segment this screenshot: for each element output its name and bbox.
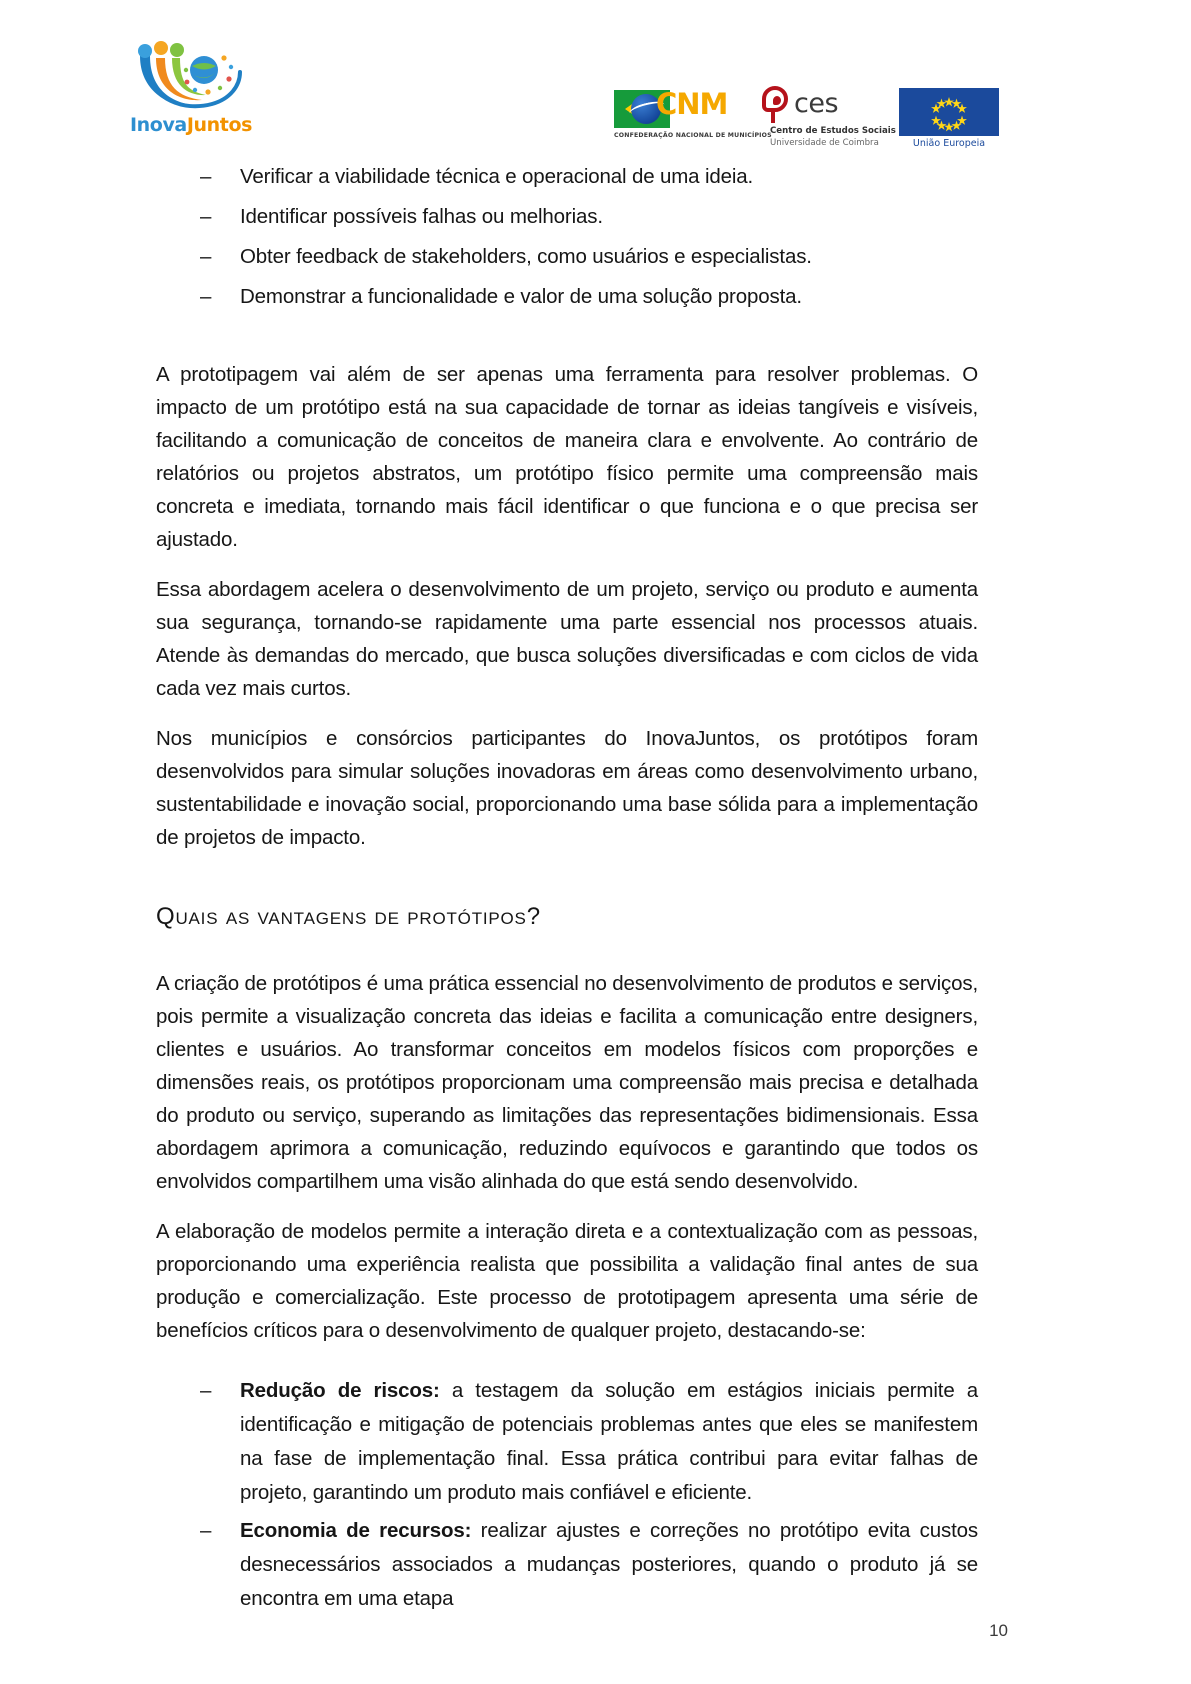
objectives-list: [156, 160, 978, 314]
dash-marker-icon: –: [200, 1379, 212, 1402]
list-item: [156, 240, 978, 274]
benefit-text: a testagem da solução em estágios iniciais permite a identificação e mitigação de potenciais problemas antes que eles se manifestem na fase de implementação final. Essa prática contribui para evitar falhas de projeto, garantindo um produto mais confiável e eficiente.: [240, 1379, 978, 1504]
benefits-list: [156, 1374, 978, 1616]
list-item-text: Demonstrar a funcionalidade e valor de uma solução proposta.: [240, 285, 802, 308]
benefit-text: realizar ajustes e correções no protótipo evita custos desnecessários associados a mudanças posteriores, quando o produto já se encontra em uma etapa: [240, 1519, 978, 1610]
dash-marker-icon: –: [200, 285, 212, 308]
cnm-subtitle: CONFEDERAÇÃO NACIONAL DE MUNICÍPIOS: [614, 132, 772, 139]
list-item: [156, 1514, 978, 1616]
spacer: [156, 320, 978, 358]
page-header: [0, 34, 1191, 149]
page-title: Quais as vantagens de protótipos?: [156, 903, 541, 930]
eu-caption: União Europeia: [912, 138, 986, 149]
cnm-logo: [614, 87, 772, 150]
cnm-acronym: CNM: [656, 87, 728, 121]
paragraph-elaboracao-modelos: A elaboração de modelos permite a interação direta e a contextualização com as pessoas, proporcionando uma experiência realista que possibilita a validação final antes de sua produção e comercialização. Este processo de prototipagem apresenta uma série de benefícios críticos para o desenvolvimento de qualquer projeto, destacando-se:: [156, 1220, 978, 1342]
list-item-text: Verificar a viabilidade técnica e operacional de uma ideia.: [240, 165, 754, 188]
inovajuntos-logo: [128, 34, 253, 144]
inovajuntos-logo-mark: [134, 34, 244, 112]
paragraph-criacao-prototipos: A criação de protótipos é uma prática essencial no desenvolvimento de produtos e serviços, pois permite a visualização concreta das ideias e facilita a comunicação entre designers, clientes e usuários. Ao transformar conceitos em modelos físicos com proporções e dimensões reais, os protótipos proporcionam uma compreensão mais precisa e detalhada do produto ou serviço, superando as limitações das representações bidimensionais. Essa abordagem aprimora a comunicação, reduzindo equívocos e garantindo que todos os envolvidos compartilhem uma visão alinhada do que está sendo desenvolvido.: [156, 972, 978, 1193]
dash-marker-icon: –: [200, 165, 212, 188]
dash-marker-icon: –: [200, 245, 212, 268]
list-item-text: Identificar possíveis falhas ou melhorias.: [240, 205, 603, 228]
ces-line2: Universidade de Coimbra: [770, 138, 879, 148]
spacer: [156, 1364, 978, 1374]
european-union-logo: [899, 88, 999, 154]
dash-marker-icon: –: [200, 205, 212, 228]
document-content: [156, 160, 978, 1620]
eu-flag-icon: [899, 88, 999, 136]
spacer: [156, 871, 978, 901]
benefit-lead: Economia de recursos:: [240, 1519, 472, 1542]
paragraph-municipios-consorcios: Nos municípios e consórcios participantes do InovaJuntos, os protótipos foram desenvolvidos para simular soluções inovadoras em áreas como desenvolvimento urbano, sustentabilidade e inovação social, proporcionando uma base sólida para a implementação de projetos de impacto.: [156, 727, 978, 849]
inovajuntos-wordmark-inova: Inova: [130, 114, 187, 136]
spacer: [156, 933, 978, 967]
ces-drop-icon: [762, 86, 792, 124]
dash-marker-icon: –: [200, 1519, 212, 1542]
list-item: [156, 160, 978, 194]
inovajuntos-logo-svg: [134, 34, 244, 112]
list-item: [156, 200, 978, 234]
ces-line1: Centro de Estudos Sociais: [770, 126, 896, 136]
paragraph-prototipagem-impacto: A prototipagem vai além de ser apenas uma ferramenta para resolver problemas. O impacto de um protótipo está na sua capacidade de tornar as ideias tangíveis e visíveis, facilitando a comunicação de conceitos de maneira clara e envolvente. Ao contrário de relatórios ou projetos abstratos, um protótipo físico permite uma compreensão mais concreta e imediata, tornando mais fácil identificar o que funciona e o que precisa ser ajustado.: [156, 363, 978, 551]
list-item: [156, 1374, 978, 1510]
ces-logo: [760, 86, 896, 154]
inovajuntos-wordmark: [130, 114, 252, 136]
paragraph-abordagem-acelera: Essa abordagem acelera o desenvolvimento de um projeto, serviço ou produto e aumenta sua segurança, tornando-se rapidamente uma parte essencial nos processos atuais. Atende às demandas do mercado, que busca soluções diversificadas e com ciclos de vida cada vez mais curtos.: [156, 578, 978, 700]
inovajuntos-wordmark-juntos: Juntos: [186, 114, 253, 136]
list-item: [156, 280, 978, 314]
list-item-text: Obter feedback de stakeholders, como usuários e especialistas.: [240, 245, 812, 268]
eu-stars-svg: [899, 88, 999, 136]
page-number: 10: [989, 1621, 1008, 1640]
ces-acronym: ces: [794, 88, 839, 119]
benefit-lead: Redução de riscos:: [240, 1379, 440, 1402]
